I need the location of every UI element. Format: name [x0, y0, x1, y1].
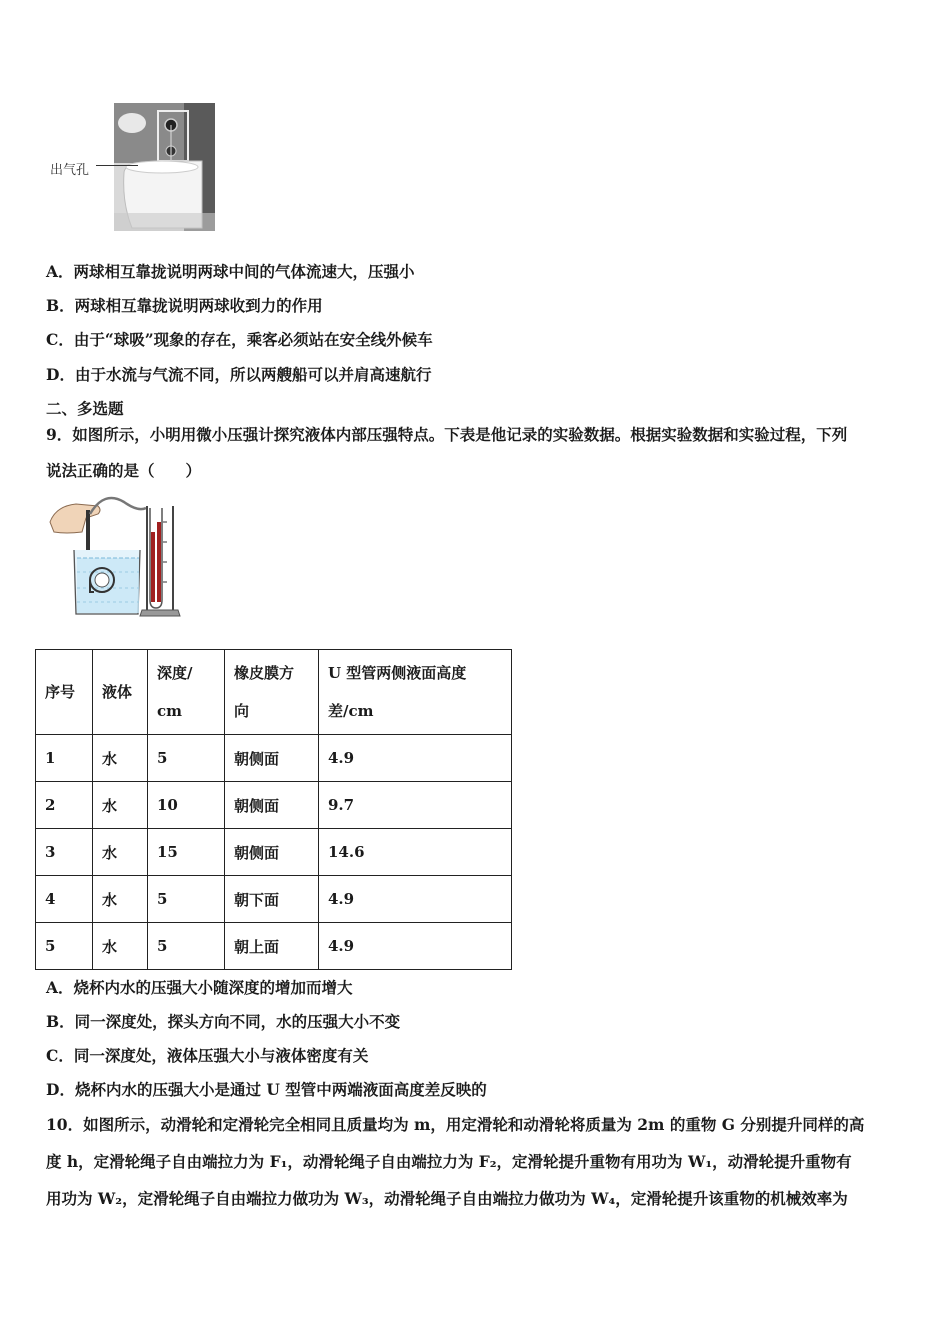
cell-depth: 10	[148, 782, 225, 829]
cell-index: 3	[36, 829, 93, 876]
cell-depth: 15	[148, 829, 225, 876]
q9-option-a: A．烧杯内水的压强大小随深度的增加而增大	[46, 978, 353, 997]
table-row	[36, 735, 512, 782]
cell-height-diff: 14.6	[319, 829, 512, 876]
cell-height-diff: 4.9	[319, 735, 512, 782]
q8-option-d: D．由于水流与气流不同，所以两艘船可以并肩高速航行	[46, 365, 432, 384]
cell-index: 5	[36, 923, 93, 970]
header-liquid: 液体	[93, 650, 148, 735]
header-depth-l1: 深度/	[157, 664, 193, 682]
q9-stem-line1: 9．如图所示，小明用微小压强计探究液体内部压强特点。下表是他记录的实验数据。根据实验数据和实验过程，下列	[46, 425, 848, 444]
table-row	[36, 923, 512, 970]
q9-option-b: B．同一深度处，探头方向不同，水的压强大小不变	[46, 1012, 401, 1031]
cell-direction: 朝上面	[225, 923, 319, 970]
exhaust-hole-label: 出气孔	[50, 163, 90, 178]
header-depth	[148, 650, 225, 735]
header-membrane-l2: 向	[234, 702, 250, 720]
cell-liquid: 水	[93, 782, 148, 829]
q8-option-b: B．两球相互靠拢说明两球收到力的作用	[46, 296, 323, 315]
apparatus-photo	[114, 103, 215, 231]
cell-liquid: 水	[93, 735, 148, 782]
table-row	[36, 829, 512, 876]
q9-stem-line2: 说法正确的是（ ）	[46, 461, 202, 480]
cell-height-diff: 4.9	[319, 923, 512, 970]
exhaust-hole-pointer	[96, 165, 138, 166]
cell-index: 1	[36, 735, 93, 782]
header-index: 序号	[36, 650, 93, 735]
cell-depth: 5	[148, 876, 225, 923]
cell-direction: 朝侧面	[225, 829, 319, 876]
q9-option-c: C．同一深度处，液体压强大小与液体密度有关	[46, 1046, 369, 1065]
header-depth-l2: cm	[157, 702, 183, 720]
cell-height-diff: 4.9	[319, 876, 512, 923]
header-height-l1: U 型管两侧液面高度	[328, 664, 467, 682]
cell-depth: 5	[148, 735, 225, 782]
q8-option-c: C．由于“球吸”现象的存在，乘客必须站在安全线外候车	[46, 330, 433, 349]
cell-direction: 朝侧面	[225, 782, 319, 829]
cell-index: 4	[36, 876, 93, 923]
table-row	[36, 876, 512, 923]
q8-option-a: A．两球相互靠拢说明两球中间的气体流速大，压强小	[46, 262, 415, 281]
cell-liquid: 水	[93, 829, 148, 876]
cell-liquid: 水	[93, 923, 148, 970]
header-membrane-direction	[225, 650, 319, 735]
section-title: 二、多选题	[46, 399, 124, 418]
cell-index: 2	[36, 782, 93, 829]
q10-stem-line1: 10．如图所示，动滑轮和定滑轮完全相同且质量均为 m，用定滑轮和动滑轮将质量为 2m 的重物 G 分别提升同样的高	[46, 1115, 865, 1134]
table-header-row	[36, 650, 512, 735]
cell-liquid: 水	[93, 876, 148, 923]
header-height-difference	[319, 650, 512, 735]
pressure-gauge-figure	[46, 492, 186, 618]
cell-depth: 5	[148, 923, 225, 970]
header-membrane-l1: 橡皮膜方	[234, 664, 295, 682]
q10-stem-line2: 度 h，定滑轮绳子自由端拉力为 F₁，动滑轮绳子自由端拉力为 F₂，定滑轮提升重物有用功为 W₁，动滑轮提升重物有	[46, 1152, 852, 1171]
header-height-l2: 差/cm	[328, 702, 374, 720]
cell-height-diff: 9.7	[319, 782, 512, 829]
q9-option-d: D．烧杯内水的压强大小是通过 U 型管中两端液面高度差反映的	[46, 1080, 487, 1099]
cell-direction: 朝侧面	[225, 735, 319, 782]
experiment-data-table	[35, 649, 512, 970]
cell-direction: 朝下面	[225, 876, 319, 923]
table-row	[36, 782, 512, 829]
q10-stem-line3: 用功为 W₂，定滑轮绳子自由端拉力做功为 W₃，动滑轮绳子自由端拉力做功为 W₄，定滑轮提升该重物的机械效率为	[46, 1189, 848, 1208]
